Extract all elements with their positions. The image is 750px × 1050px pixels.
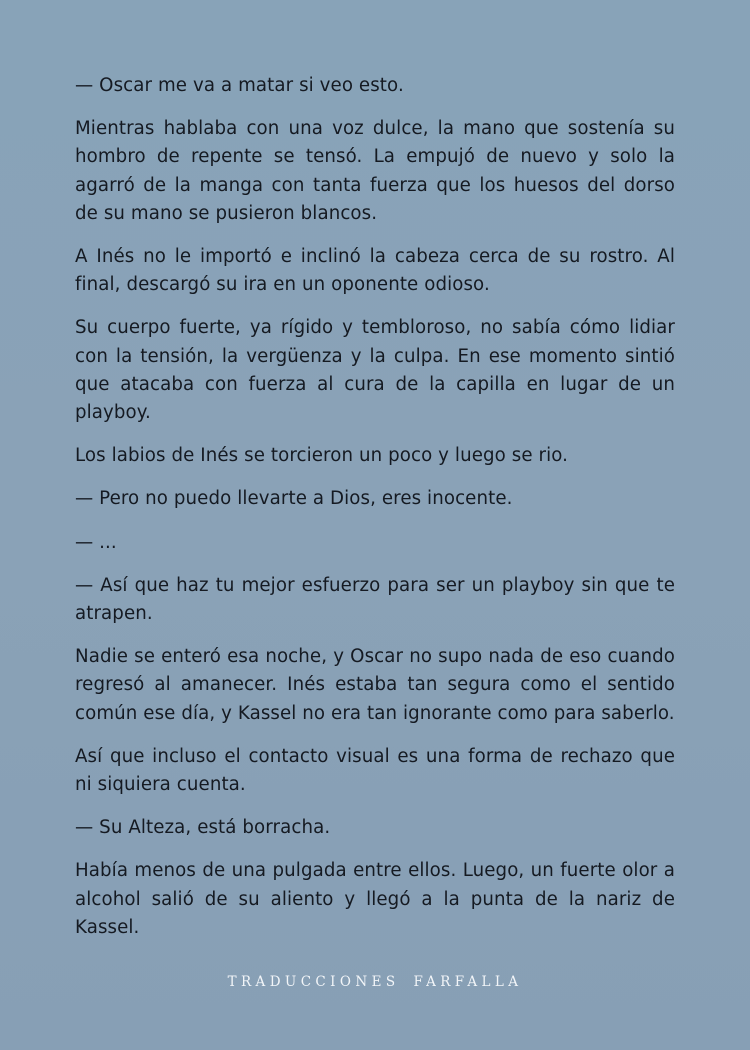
- paragraph-8: — Así que haz tu mejor esfuerzo para ser un playboy sin que te atrapen.: [75, 574, 675, 625]
- footer-credit: [0, 974, 750, 990]
- footer-word-2: FARFALLA: [413, 974, 523, 990]
- footer-word-1: TRADUCCIONES: [227, 974, 400, 990]
- paragraph-1: — Oscar me va a matar si veo esto.: [75, 75, 404, 96]
- page-body: [75, 72, 675, 957]
- paragraph-5: Los labios de Inés se torcieron un poco y luego se rio.: [75, 445, 569, 467]
- paragraph-2: Mientras hablaba con una voz dulce, la mano que sostenía su hombro de repente se tensó. La empujó de nuevo y solo la agarró de la manga con tanta fuerza que los huesos del dorso de su mano se pusieron blancos.: [75, 118, 675, 224]
- paragraph-7: — ...: [75, 531, 117, 553]
- paragraph-11: — Su Alteza, está borracha.: [75, 817, 331, 839]
- paragraph-6: — Pero no puedo llevarte a Dios, eres inocente.: [75, 488, 513, 510]
- paragraph-9: Nadie se enteró esa noche, y Oscar no supo nada de eso cuando regresó al amanecer. Inés estaba tan segura como el sentido común ese día, y Kassel no era tan ignorante como para saberlo.: [75, 646, 675, 724]
- paragraph-4: Su cuerpo fuerte, ya rígido y tembloroso, no sabía cómo lidiar con la tensión, la vergüenza y la culpa. En ese momento sintió que atacaba con fuerza al cura de la capilla en lugar de un playboy.: [75, 317, 675, 424]
- paragraph-10: Así que incluso el contacto visual es una forma de rechazo que ni siquiera cuenta.: [75, 745, 675, 796]
- paragraph-3: A Inés no le importó e inclinó la cabeza cerca de su rostro. Al final, descargó su ira en un oponente odioso.: [75, 246, 675, 296]
- paragraph-12: Había menos de una pulgada entre ellos. Luego, un fuerte olor a alcohol salió de su aliento y llegó a la punta de la nariz de Kassel.: [75, 860, 675, 938]
